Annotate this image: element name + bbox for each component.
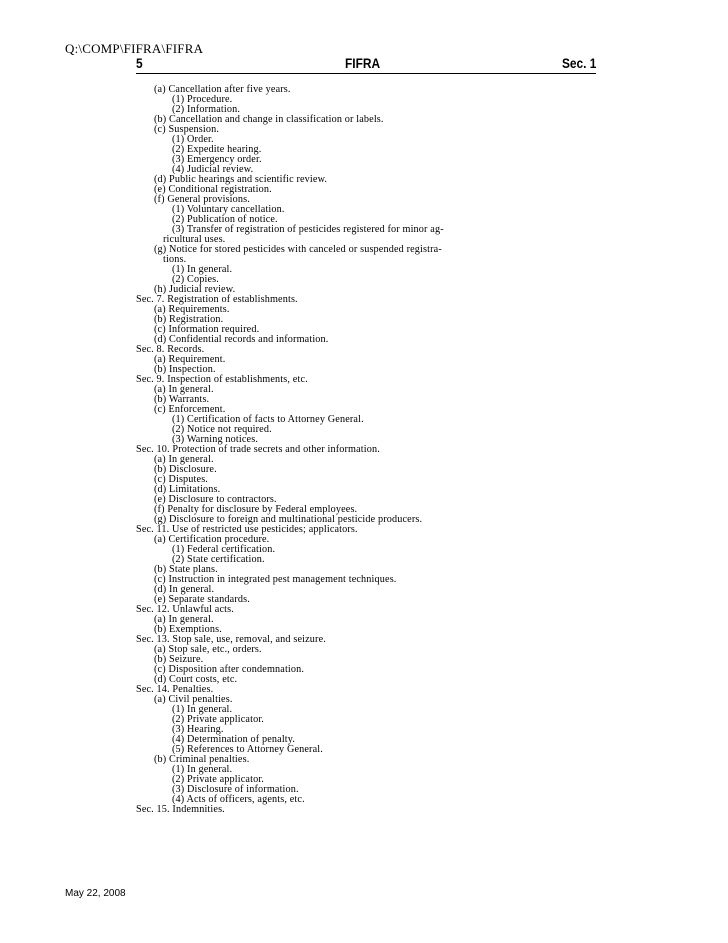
toc-section-entry: Sec. 14. Penalties. (136, 684, 214, 695)
toc-entry: (5) References to Attorney General. (172, 744, 323, 755)
toc-entry: (1) Certification of facts to Attorney General. (172, 414, 364, 425)
toc-section-entry: Sec. 13. Stop sale, use, removal, and seizure. (136, 634, 326, 645)
toc-entry: (c) Disputes. (154, 474, 209, 485)
toc-entry: (4) Judicial review. (172, 164, 254, 175)
toc-entry: ricultural uses. (163, 234, 226, 245)
toc-entry: (1) In general. (172, 704, 233, 715)
toc-entry: tions. (163, 254, 187, 265)
toc-entry: (3) Transfer of registration of pesticides registered for minor ag- (172, 224, 444, 235)
toc-entry: (b) Disclosure. (154, 464, 217, 475)
toc-entry: (1) Order. (172, 134, 214, 145)
toc-entry: (3) Warning notices. (172, 434, 259, 445)
toc-entry: (2) Private applicator. (172, 774, 264, 785)
running-title: FIFRA (345, 55, 381, 71)
toc-entry: (3) Disclosure of information. (172, 784, 299, 795)
toc-entry: (4) Determination of penalty. (172, 734, 296, 745)
toc-entry: (b) Criminal penalties. (154, 754, 250, 765)
toc-entry: (2) Publication of notice. (172, 214, 278, 225)
toc-entry: (2) Information. (172, 104, 241, 115)
toc-entry: (2) Copies. (172, 274, 219, 285)
toc-entry: (3) Hearing. (172, 724, 224, 735)
toc-entry: (c) Information required. (154, 324, 260, 335)
toc-entry: (a) Civil penalties. (154, 694, 233, 705)
toc-entry: (a) In general. (154, 384, 214, 395)
toc-entry: (b) Registration. (154, 314, 224, 325)
toc-entry: (c) Disposition after condemnation. (154, 664, 305, 675)
toc-entry: (d) Confidential records and information. (154, 334, 329, 345)
header-rule (136, 73, 596, 74)
toc-entry: (b) Cancellation and change in classification or labels. (154, 114, 384, 125)
toc-entry: (a) Requirements. (154, 304, 230, 315)
page-number: 5 (136, 55, 143, 71)
toc-section-entry: Sec. 9. Inspection of establishments, etc. (136, 374, 308, 385)
toc-entry: (2) Notice not required. (172, 424, 272, 435)
toc-entry: (1) Voluntary cancellation. (172, 204, 285, 215)
toc-section-entry: Sec. 7. Registration of establishments. (136, 294, 298, 305)
table-of-contents (0, 85, 728, 815)
toc-entry: (d) Court costs, etc. (154, 674, 238, 685)
toc-entry: (4) Acts of officers, agents, etc. (172, 794, 305, 805)
file-path: Q:\COMP\FIFRA\FIFRA (65, 41, 204, 56)
toc-entry: (h) Judicial review. (154, 284, 236, 295)
toc-entry: (2) Private applicator. (172, 714, 264, 725)
toc-entry: (b) Seizure. (154, 654, 204, 665)
toc-entry: (a) Certification procedure. (154, 534, 270, 545)
toc-section-entry: Sec. 15. Indemnities. (136, 804, 225, 815)
toc-entry: (b) Inspection. (154, 364, 216, 375)
footer-date: May 22, 2008 (65, 888, 126, 899)
toc-entry: (f) Penalty for disclosure by Federal employees. (154, 504, 358, 515)
toc-entry: (a) In general. (154, 454, 214, 465)
toc-entry: (2) Expedite hearing. (172, 144, 262, 155)
toc-section-entry: Sec. 12. Unlawful acts. (136, 604, 234, 615)
toc-entry: (b) Exemptions. (154, 624, 222, 635)
toc-entry: (c) Instruction in integrated pest management techniques. (154, 574, 397, 585)
toc-entry: (a) Cancellation after five years. (154, 84, 291, 95)
toc-entry: (e) Separate standards. (154, 594, 250, 605)
toc-section-entry: Sec. 8. Records. (136, 344, 205, 355)
toc-entry: (d) Public hearings and scientific review. (154, 174, 328, 185)
toc-entry: (1) Federal certification. (172, 544, 276, 555)
running-section: Sec. 1 (562, 55, 597, 71)
toc-entry: (g) Notice for stored pesticides with canceled or suspended registra- (154, 244, 442, 255)
toc-section-entry: Sec. 10. Protection of trade secrets and other information. (136, 444, 380, 455)
toc-entry: (b) Warrants. (154, 394, 210, 405)
toc-entry: (c) Suspension. (154, 124, 220, 135)
toc-entry: (1) In general. (172, 764, 233, 775)
toc-entry: (e) Disclosure to contractors. (154, 494, 277, 505)
toc-entry: (g) Disclosure to foreign and multinational pesticide producers. (154, 514, 423, 525)
toc-entry: (f) General provisions. (154, 194, 250, 205)
toc-entry: (a) In general. (154, 614, 214, 625)
toc-entry: (1) In general. (172, 264, 233, 275)
toc-entry: (3) Emergency order. (172, 154, 262, 165)
toc-entry: (d) In general. (154, 584, 215, 595)
toc-entry: (e) Conditional registration. (154, 184, 272, 195)
toc-entry: (a) Stop sale, etc., orders. (154, 644, 262, 655)
toc-entry: (1) Procedure. (172, 94, 233, 105)
toc-entry: (2) State certification. (172, 554, 265, 565)
toc-entry: (a) Requirement. (154, 354, 226, 365)
toc-section-entry: Sec. 11. Use of restricted use pesticides; applicators. (136, 524, 358, 535)
toc-entry: (b) State plans. (154, 564, 218, 575)
toc-entry: (c) Enforcement. (154, 404, 226, 415)
toc-entry: (d) Limitations. (154, 484, 221, 495)
